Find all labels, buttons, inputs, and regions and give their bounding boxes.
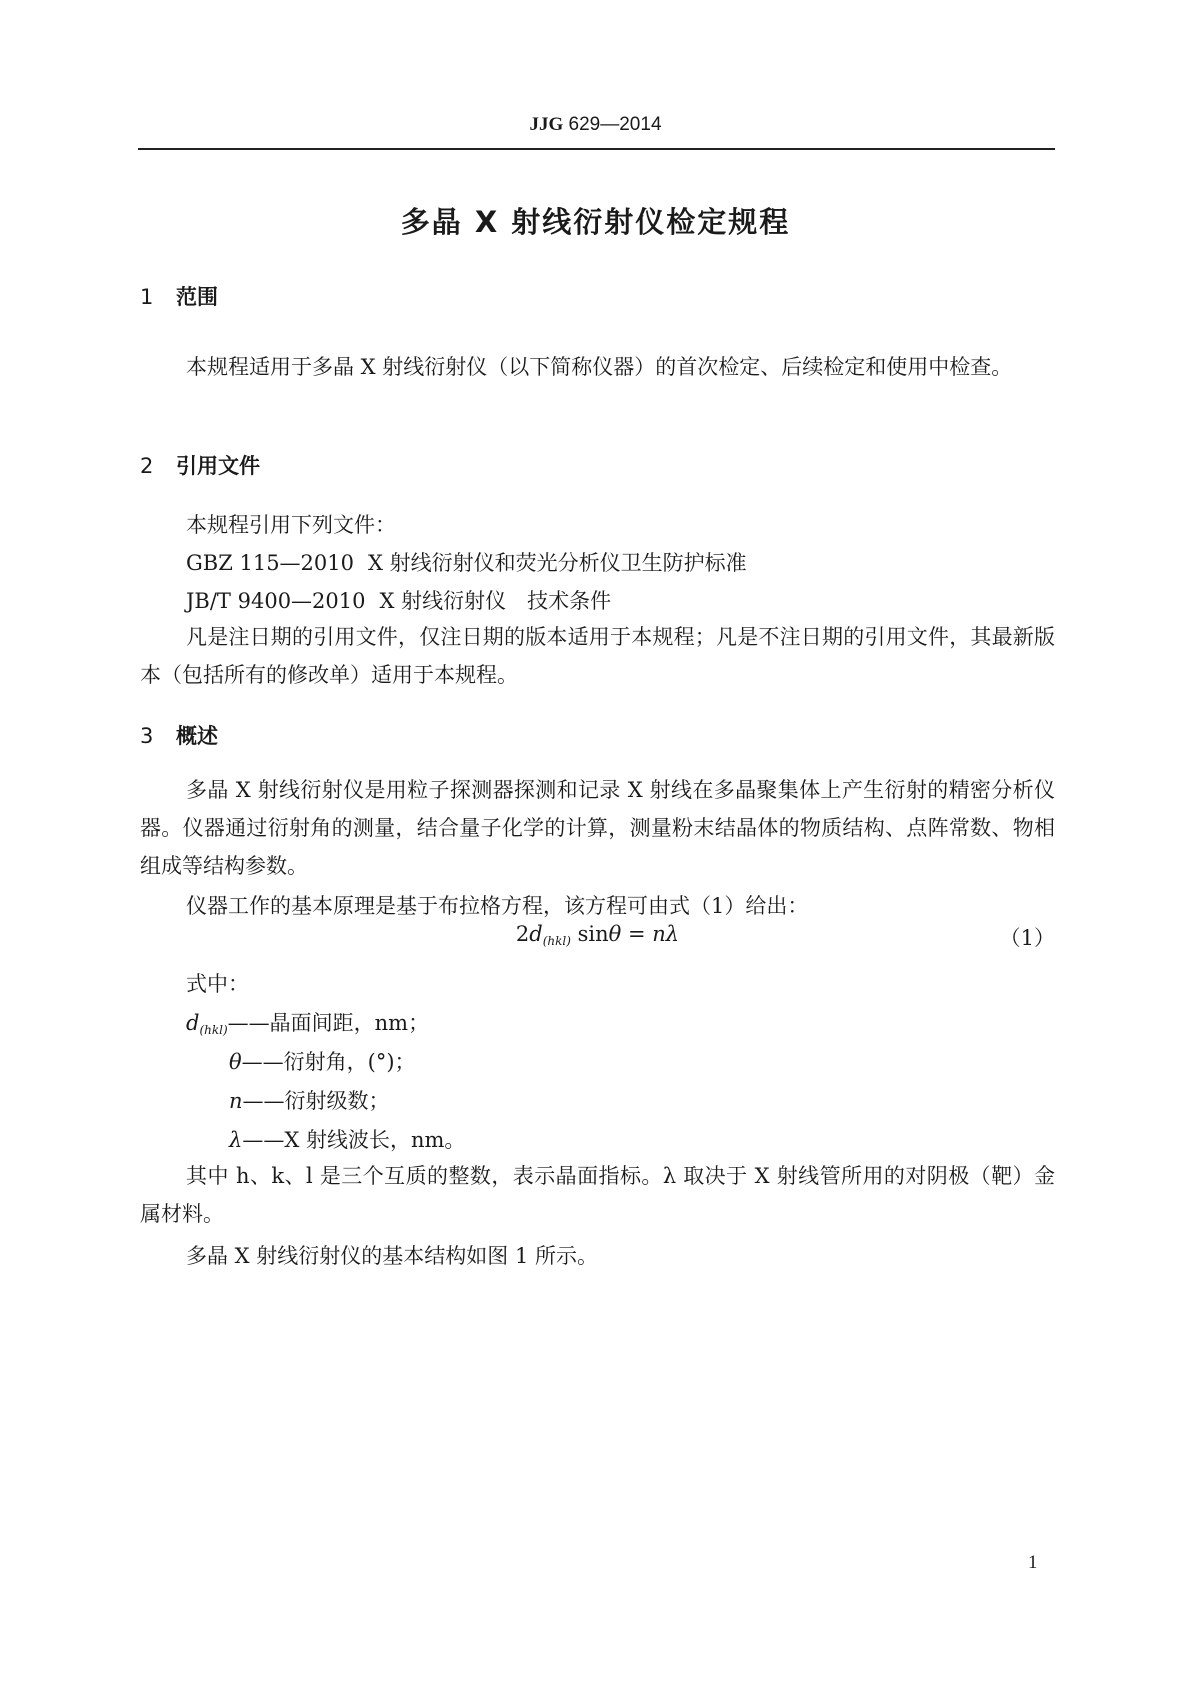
reference-code: JB/T 9400—2010 — [186, 589, 366, 613]
where-description: ——X 射线波长，nm。 — [242, 1128, 466, 1152]
section-title: 引用文件 — [176, 454, 260, 478]
eq-d: d — [529, 922, 543, 946]
where-symbol: n — [229, 1089, 243, 1113]
page-number: 1 — [1028, 1552, 1038, 1573]
overview-paragraph: 多晶 X 射线衍射仪是用粒子探测器探测和记录 X 射线在多晶聚集体上产生衍射的精密分析仪器。仪器通过衍射角的测量，结合量子化学的计算，测量粉末结晶体的物质结构、点阵常数、物相组成等结构参数。 — [140, 778, 1055, 878]
header-code-rest: 629—2014 — [563, 114, 662, 135]
section-title: 范围 — [176, 285, 218, 309]
where-symbol: θ — [229, 1050, 242, 1074]
indices-paragraph: 其中 h、k、l 是三个互质的整数，表示晶面指标。λ 取决于 X 射线管所用的对阴极（靶）金属材料。 — [140, 1164, 1055, 1226]
section-number: 1 — [140, 285, 154, 309]
reference-code: GBZ 115—2010 — [186, 551, 354, 575]
eq-n: n — [652, 922, 666, 946]
where-item-n — [229, 1085, 390, 1115]
where-subscript: (hkl) — [199, 1023, 228, 1037]
eq-theta: θ — [608, 922, 622, 946]
header-rule — [138, 148, 1055, 150]
section-number: 2 — [140, 454, 154, 478]
section-3-heading — [140, 720, 218, 750]
reference-item — [186, 547, 747, 577]
eq-coef: 2 — [515, 922, 530, 946]
reference-item — [186, 585, 611, 615]
references-note: 凡是注日期的引用文件，仅注日期的版本适用于本规程；凡是不注日期的引用文件，其最新版本（包括所有的修改单）适用于本规程。 — [140, 625, 1055, 687]
header-code-prefix: JJG — [529, 114, 564, 135]
reference-title: X 射线衍射仪和荧光分析仪卫生防护标准 — [368, 551, 747, 575]
where-item-lambda — [229, 1124, 465, 1154]
section-title: 概述 — [176, 724, 218, 748]
eq-sub: (hkl) — [542, 934, 571, 948]
principle-paragraph: 仪器工作的基本原理是基于布拉格方程，该方程可由式（1）给出： — [186, 894, 809, 918]
where-item-d — [186, 1007, 429, 1037]
eq-lambda: λ — [665, 922, 680, 946]
equation-body — [140, 922, 1055, 948]
eq-equals: = — [621, 922, 653, 946]
references-intro: 本规程引用下列文件： — [186, 513, 396, 537]
equation-number: （1） — [999, 926, 1055, 950]
page-header — [0, 114, 1191, 136]
where-symbol: λ — [229, 1128, 243, 1152]
section-1-body: 本规程适用于多晶 X 射线衍射仪（以下简称仪器）的首次检定、后续检定和使用中检查。 — [186, 355, 1013, 379]
document-title: 多晶 X 射线衍射仪检定规程 — [400, 205, 791, 239]
section-2-heading — [140, 450, 260, 480]
eq-sin: sin — [570, 922, 609, 946]
section-1-heading — [140, 281, 218, 311]
bragg-equation — [140, 922, 1055, 956]
where-description: ——衍射角，(°)； — [241, 1050, 416, 1074]
structure-paragraph: 多晶 X 射线衍射仪的基本结构如图 1 所示。 — [186, 1244, 599, 1268]
where-description: ——衍射级数； — [242, 1089, 390, 1113]
where-label: 式中： — [186, 972, 249, 996]
where-symbol: d — [186, 1011, 200, 1035]
where-item-theta — [229, 1046, 416, 1076]
section-number: 3 — [140, 724, 154, 748]
where-description: ——晶面间距，nm； — [227, 1011, 430, 1035]
reference-title: X 射线衍射仪 技术条件 — [379, 589, 612, 613]
